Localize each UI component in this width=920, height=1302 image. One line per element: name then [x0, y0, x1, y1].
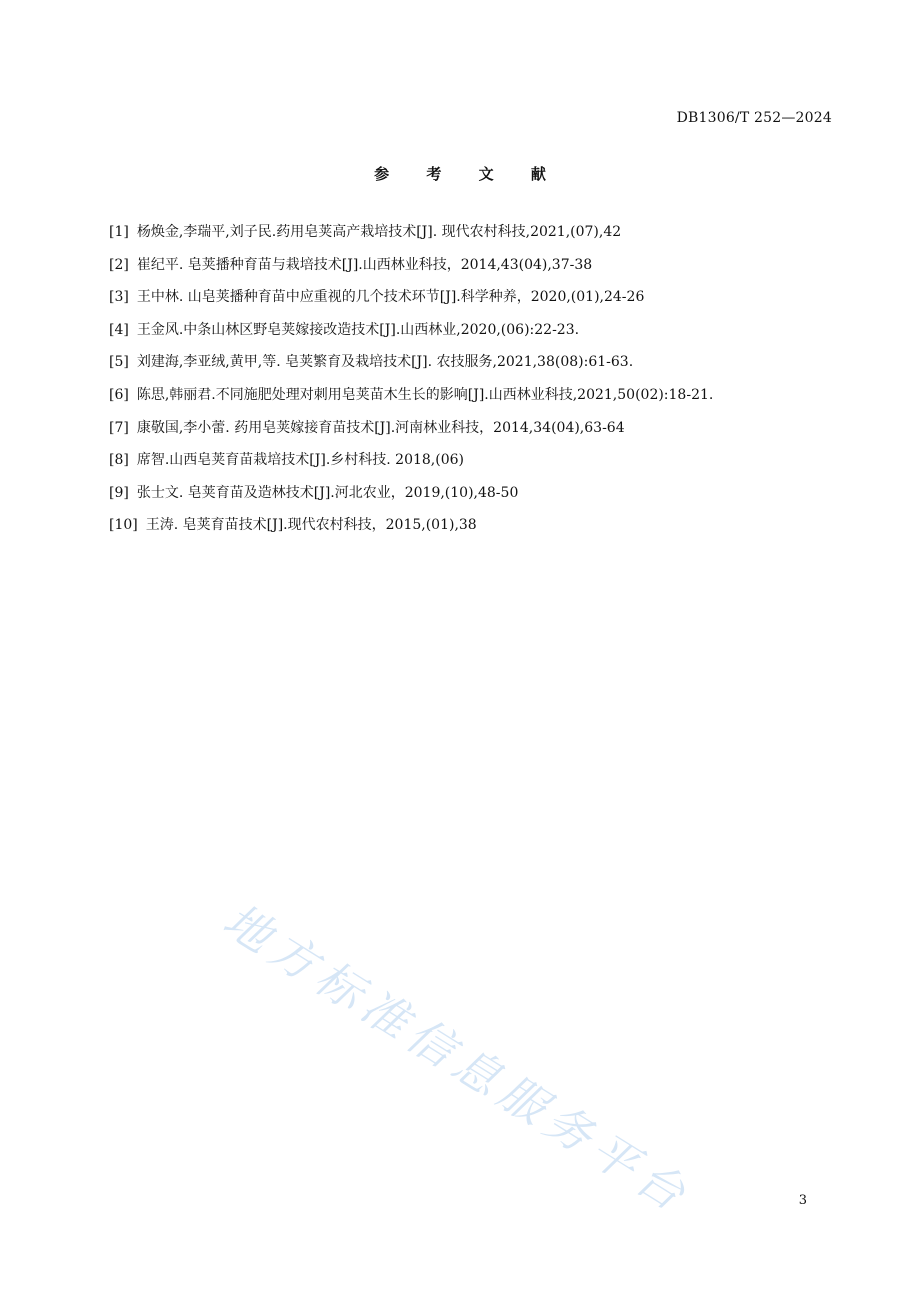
- reference-number: [1]: [109, 224, 129, 240]
- reference-item: [109, 450, 839, 483]
- reference-number: [2]: [109, 256, 129, 273]
- reference-number: [9]: [109, 484, 129, 501]
- watermark: 地方标准信息服务平台: [214, 892, 701, 1225]
- reference-number: [4]: [109, 321, 129, 338]
- reference-text: 杨焕金,李瑞平,刘子民.药用皂荚高产栽培技术[J]. 现代农村科技,2021,(07),42: [136, 224, 622, 240]
- reference-number: [10]: [109, 517, 138, 534]
- reference-item: [109, 515, 839, 548]
- page-number: 3: [798, 1193, 807, 1208]
- reference-number: [8]: [109, 452, 129, 469]
- document-code: DB1306/T 252—2024: [676, 110, 832, 126]
- reference-item: [109, 320, 839, 353]
- reference-text: 席智.山西皂荚育苗栽培技术[J].乡村科技. 2018,(06): [136, 452, 464, 469]
- reference-item: [109, 483, 839, 516]
- reference-item: [109, 255, 839, 288]
- reference-text: 王涛. 皂荚育苗技术[J].现代农村科技，2015,(01),38: [145, 517, 477, 534]
- reference-text: 张士文. 皂荚育苗及造林技术[J].河北农业，2019,(10),48-50: [136, 484, 519, 501]
- reference-number: [6]: [109, 386, 129, 403]
- reference-item: [109, 222, 839, 255]
- reference-text: 康敬国,李小蕾. 药用皂荚嫁接育苗技术[J].河南林业科技，2014,34(04),63-64: [136, 419, 625, 436]
- reference-text: 崔纪平. 皂荚播种育苗与栽培技术[J].山西林业科技，2014,43(04),37-38: [136, 256, 593, 273]
- reference-number: [5]: [109, 354, 129, 371]
- reference-item: [109, 385, 839, 418]
- references-title: 参 考 文 献: [374, 165, 562, 183]
- reference-text: 王中林. 山皂荚播种育苗中应重视的几个技术环节[J].科学种养，2020,(01),24-26: [136, 289, 645, 306]
- reference-text: 刘建海,李亚绒,黄甲,等. 皂荚繁育及栽培技术[J]. 农技服务,2021,38(08):61-63.: [136, 354, 634, 371]
- reference-text: 王金风.中条山林区野皂荚嫁接改造技术[J].山西林业,2020,(06):22-23.: [136, 321, 580, 338]
- reference-item: [109, 418, 839, 451]
- references-list: [109, 222, 839, 548]
- reference-item: [109, 287, 839, 320]
- reference-text: 陈思,韩丽君.不同施肥处理对刺用皂荚苗木生长的影响[J].山西林业科技,2021,50(02):18-21.: [136, 386, 714, 403]
- reference-number: [7]: [109, 419, 129, 436]
- reference-number: [3]: [109, 289, 129, 306]
- reference-item: [109, 352, 839, 385]
